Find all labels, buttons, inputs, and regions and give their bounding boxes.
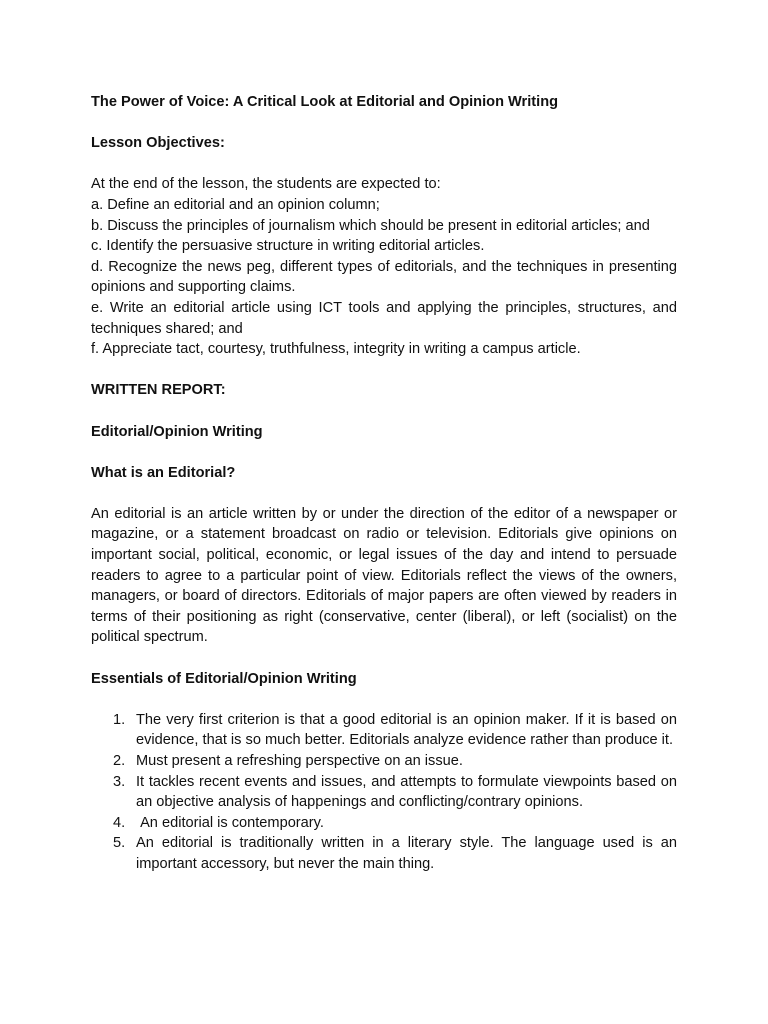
list-text: An editorial is contemporary. — [136, 814, 324, 831]
objectives-intro: At the end of the lesson, the students are expected to: — [91, 176, 441, 193]
list-text: An editorial is traditionally written in a literary style. The language used is an important accessory, but never the main thing. — [136, 835, 677, 872]
definition-paragraph: An editorial is an article written by or under the direction of the editor of a newspaper or magazine, or a statement broadcast on radio or television. Editorials give opinions on important social, political, economic, or legal issues of the day and intend to persuade readers to agree to a particular point of view. Editorials reflect the views of the owners, managers, or board of directors. Editorials of major papers are often viewed by readers in terms of their positioning as right (conservative, center (liberal), or left (socialist) on the political spectrum. — [91, 505, 677, 646]
list-number: 3. — [113, 773, 126, 790]
objective-item: e. Write an editorial article using ICT tools and applying the principles, structures, and techniques shared; and — [91, 299, 677, 337]
objective-item: a. Define an editorial and an opinion column; — [91, 196, 380, 213]
list-number: 4. — [113, 814, 126, 831]
objective-item: d. Recognize the news peg, different types of editorials, and the techniques in presenting opinions and supporting claims. — [91, 258, 677, 296]
report-heading: WRITTEN REPORT: — [91, 382, 226, 399]
objective-item: f. Appreciate tact, courtesy, truthfulness, integrity in writing a campus article. — [91, 341, 581, 358]
list-number: 5. — [113, 835, 126, 852]
list-item — [91, 751, 677, 772]
essentials-heading: Essentials of Editorial/Opinion Writing — [91, 670, 357, 687]
objectives-heading: Lesson Objectives: — [91, 135, 225, 152]
list-text: It tackles recent events and issues, and attempts to formulate viewpoints based on an objective analysis of happenings and conflicting/contrary opinions. — [136, 773, 677, 811]
list-item — [91, 710, 677, 751]
objective-item: b. Discuss the principles of journalism which should be present in editorial articles; and — [91, 217, 650, 234]
list-number: 1. — [113, 711, 126, 728]
list-text: Must present a refreshing perspective on an issue. — [136, 753, 463, 769]
essentials-list — [91, 710, 677, 875]
list-item — [91, 772, 677, 813]
list-text: The very first criterion is that a good editorial is an opinion maker. If it is based on evidence, that is so much better. Editorials analyze evidence rather than produce it. — [136, 711, 677, 749]
document-title: The Power of Voice: A Critical Look at Editorial and Opinion Writing — [91, 94, 559, 110]
objective-item: c. Identify the persuasive structure in writing editorial articles. — [91, 238, 485, 255]
list-number: 2. — [113, 753, 126, 769]
list-item — [91, 813, 677, 834]
list-item — [91, 833, 677, 874]
section-heading: Editorial/Opinion Writing — [91, 423, 263, 440]
question-heading: What is an Editorial? — [91, 464, 236, 481]
